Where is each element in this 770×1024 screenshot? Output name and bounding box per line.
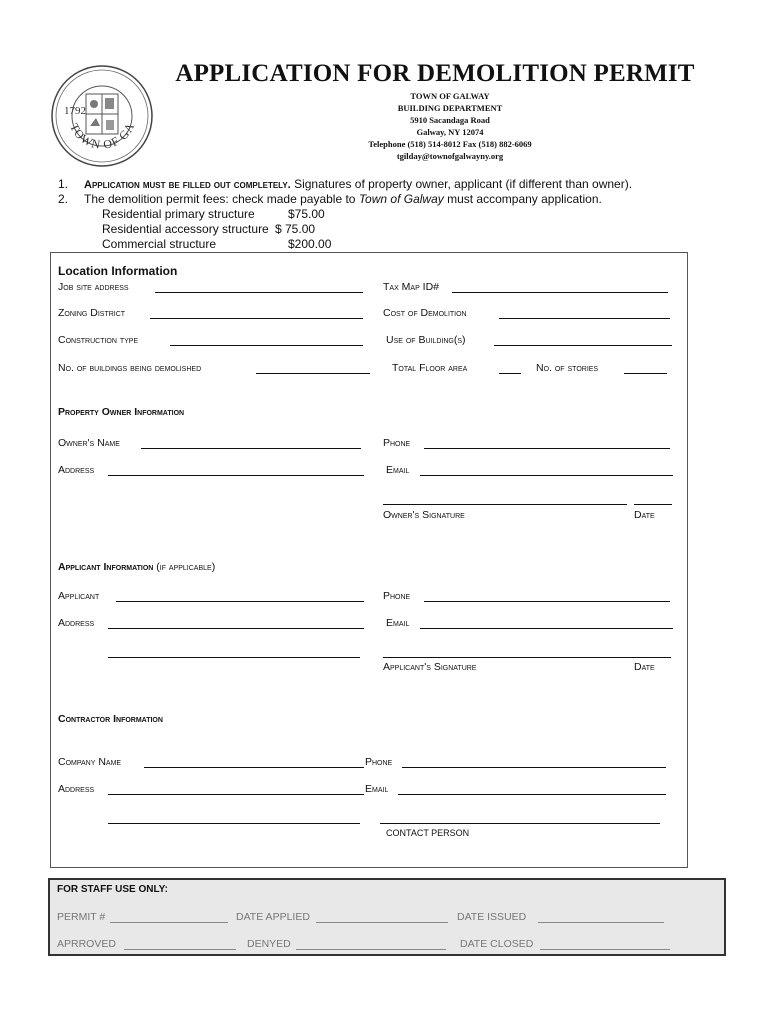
applicant-date-label: Date (634, 661, 655, 673)
floor-area-label: Total Floor area (392, 362, 468, 374)
seal-year-left: 1792 (64, 105, 86, 117)
buildings-demolished-label: No. of buildings being demolished (58, 362, 202, 374)
floor-area-input[interactable] (499, 373, 521, 374)
use-of-building-input[interactable] (494, 345, 672, 346)
contractor-phone-input[interactable] (402, 767, 666, 768)
applicant-address-input[interactable] (108, 628, 364, 629)
applicant-label: Applicant (58, 590, 100, 602)
owner-address-input[interactable] (108, 475, 364, 476)
applicant-input[interactable] (116, 601, 364, 602)
owner-name-label: Owner's Name (58, 437, 120, 449)
instruction-2-payee: Town of Galway (358, 192, 444, 206)
contractor-phone-label: Phone (365, 756, 393, 768)
contractor-address-label: Address (58, 783, 95, 795)
applicant-heading-note: (if applicable) (156, 561, 216, 573)
contractor-heading: Contractor Information (58, 713, 163, 725)
cost-input[interactable] (499, 318, 670, 319)
contractor-email-input[interactable] (398, 794, 666, 795)
company-name-label: Company Name (58, 756, 122, 768)
denied-input[interactable] (296, 949, 446, 950)
fee-label: Residential accessory structure (102, 222, 269, 236)
construction-type-input[interactable] (170, 345, 363, 346)
header-email: tgilday@townofgalwayny.org (396, 151, 504, 161)
approved-label: APRROVED (57, 938, 116, 950)
applicant-phone-input[interactable] (424, 601, 670, 602)
approved-input[interactable] (124, 949, 236, 950)
owner-phone-input[interactable] (424, 448, 670, 449)
page-title: APPLICATION FOR DEMOLITION PERMIT (175, 60, 695, 87)
fee-label: Residential primary structure (102, 207, 255, 221)
zoning-input[interactable] (150, 318, 363, 319)
location-heading: Location Information (58, 264, 178, 278)
owner-date-label: Date (634, 509, 655, 521)
owner-date-input[interactable] (634, 504, 672, 505)
instruction-1-bold: Application must be filled out completely. (84, 179, 291, 191)
instruction-2-post: must accompany application. (443, 192, 602, 206)
contractor-address-line-2[interactable] (108, 823, 360, 824)
instruction-2 (58, 192, 602, 207)
owner-heading: Property Owner Information (58, 406, 185, 418)
date-closed-input[interactable] (540, 949, 670, 950)
date-closed-label: DATE CLOSED (460, 938, 534, 950)
owner-email-input[interactable] (420, 475, 673, 476)
denied-label: DENYED (247, 938, 291, 950)
contractor-address-input[interactable] (108, 794, 364, 795)
contractor-email-label: Email (365, 783, 389, 795)
job-site-input[interactable] (155, 292, 363, 293)
tax-map-label: Tax Map ID# (383, 281, 440, 293)
instruction-2-number: 2. (58, 192, 69, 206)
stories-input[interactable] (624, 373, 667, 374)
fee-amount: $200.00 (288, 237, 332, 251)
header-phone: Telephone (518) 514-8012 Fax (518) 882-6069 (368, 139, 532, 149)
date-issued-label: DATE ISSUED (457, 911, 527, 923)
owner-signature-label: Owner's Signature (383, 509, 465, 521)
applicant-heading (58, 561, 215, 573)
applicant-email-label: Email (386, 617, 410, 629)
company-name-input[interactable] (144, 767, 364, 768)
stories-label: No. of stories (536, 362, 599, 374)
owner-name-input[interactable] (141, 448, 361, 449)
construction-type-label: Construction type (58, 334, 139, 346)
header-department: BUILDING DEPARTMENT (397, 103, 503, 113)
zoning-label: Zoning District (58, 307, 126, 319)
fee-row (102, 222, 315, 237)
instruction-1-number: 1. (58, 177, 69, 191)
date-applied-input[interactable] (316, 922, 448, 923)
applicant-phone-label: Phone (383, 590, 411, 602)
tax-map-input[interactable] (452, 292, 668, 293)
instruction-1 (58, 177, 632, 193)
cost-label: Cost of Demolition (383, 307, 467, 319)
owner-address-label: Address (58, 464, 95, 476)
job-site-label: Job site address (58, 281, 129, 293)
header-town: TOWN OF GALWAY (410, 91, 490, 101)
date-issued-input[interactable] (538, 922, 664, 923)
owner-phone-label: Phone (383, 437, 411, 449)
permit-number-label: PERMIT # (57, 911, 106, 923)
seal-text: TOWN OF GA (67, 119, 138, 152)
applicant-signature-input[interactable] (383, 657, 671, 658)
header-city: Galway, NY 12074 (416, 127, 484, 137)
use-of-building-label: Use of Building(s) (386, 334, 466, 346)
fee-amount: $75.00 (288, 207, 325, 221)
staff-heading: FOR STAFF USE ONLY: (57, 884, 168, 895)
applicant-heading-text: Applicant Information (58, 561, 154, 573)
applicant-address-line-2[interactable] (108, 657, 360, 658)
header-street: 5910 Sacandaga Road (410, 115, 490, 125)
applicant-email-input[interactable] (420, 628, 673, 629)
instruction-2-pre: The demolition permit fees: check made payable to (84, 192, 359, 206)
fee-row (102, 207, 325, 222)
applicant-address-label: Address (58, 617, 95, 629)
date-applied-label: DATE APPLIED (236, 911, 310, 923)
owner-email-label: Email (386, 464, 410, 476)
buildings-demolished-input[interactable] (256, 373, 370, 374)
applicant-signature-label: Applicant's Signature (383, 661, 477, 673)
fee-row (102, 237, 331, 252)
town-seal-icon (50, 64, 154, 168)
owner-signature-input[interactable] (383, 504, 627, 505)
instruction-1-text: Signatures of property owner, applicant (if different than owner). (290, 177, 633, 191)
contact-person-label: CONTACT PERSON (386, 828, 470, 838)
fee-amount: $ 75.00 (275, 222, 316, 236)
permit-number-input[interactable] (110, 922, 228, 923)
contact-person-input[interactable] (380, 823, 660, 824)
fee-label: Commercial structure (102, 237, 217, 251)
